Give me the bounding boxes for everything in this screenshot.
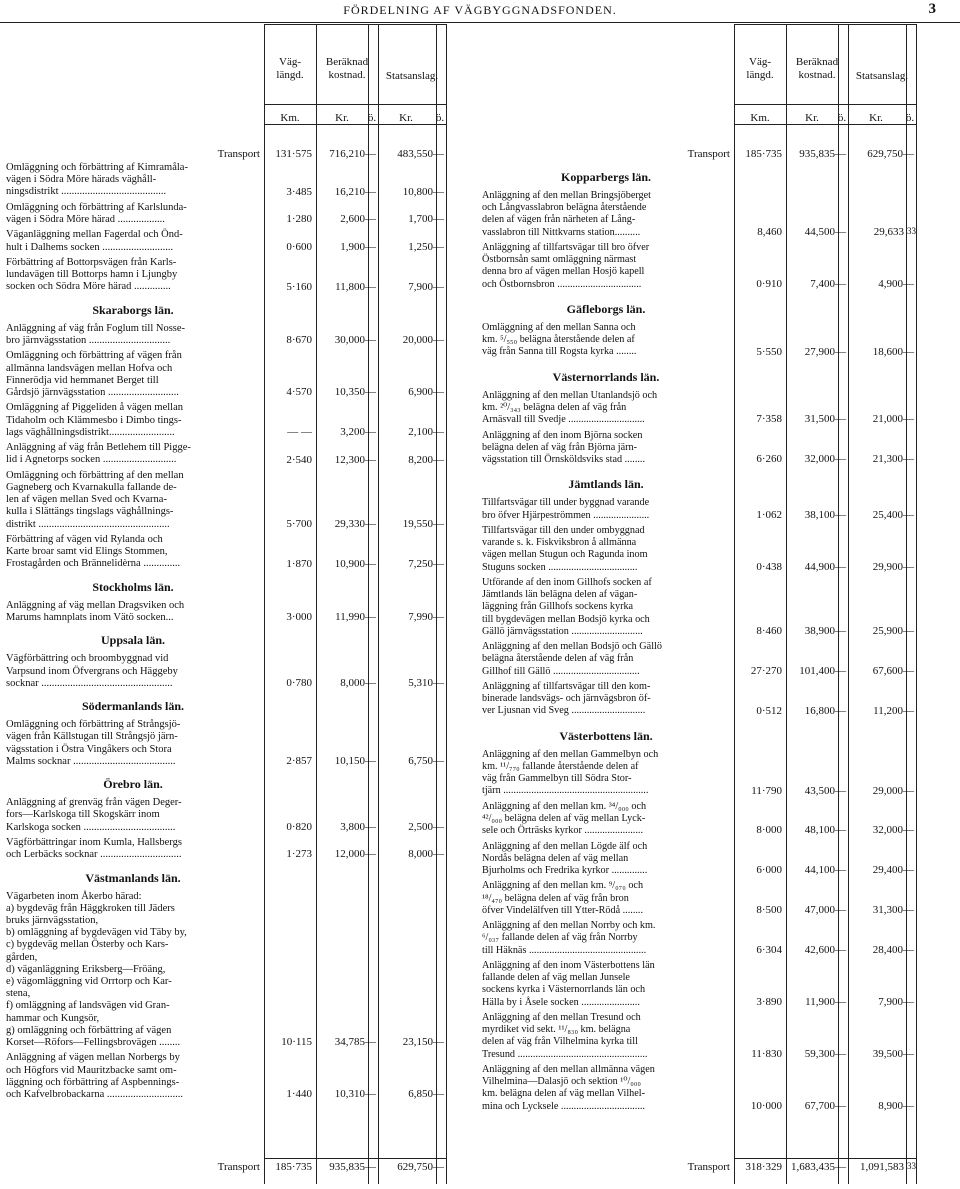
entry-cost: 27,900— [804, 345, 846, 358]
entry-length: 0·438 [756, 560, 782, 573]
header-rule-bottom [264, 124, 446, 125]
entry-cost: 3,200— [340, 426, 376, 438]
entry-cost: 1,900— [340, 240, 376, 253]
entry-cost: 44,500— [804, 225, 846, 238]
entry-description: Utförande af den inom Gillhofs socken af Jämtlands län belägna delen af vägan- läggning från Gillhofs sockens kyrka till bygdevägen mellan Bodsjö kyrka och Gällö järnvägsstation ............................ [482, 577, 652, 637]
entry-grant: 29,900— [872, 560, 914, 573]
county-heading: Västerbottens län. [559, 728, 653, 743]
entry-cost: 32,000— [804, 453, 846, 466]
transport-in-length: 185·735 [745, 148, 782, 160]
entry-cost: 12,000— [334, 848, 376, 861]
header-grant: Statsanslag. [855, 70, 909, 82]
header-length: Väg- längd. [276, 56, 304, 81]
entry-grant: 1,700— [408, 213, 444, 226]
entry-cost: 10,310— [334, 1088, 376, 1101]
header-grant: Statsanslag. [385, 70, 439, 82]
entry-length: 6·000 [756, 864, 782, 877]
column-rule [378, 24, 379, 1184]
entry-description: Anläggning af väg mellan Dragsviken och Marums hamnplats inom Vätö socken... [6, 599, 185, 623]
entry-grant: 8,200— [408, 453, 444, 466]
entry-length: 6·260 [756, 453, 782, 466]
entry-description: Omläggning och förbättring af vägen från allmänna landsvägen mellan Hofva och Finnerödja vid hemmanet Berget till Gårdsjö järnvägsstation ........................... [6, 350, 182, 398]
entry-grant: 7,900— [408, 280, 444, 293]
entry-cost: 2,600— [340, 213, 376, 226]
entry-grant: 11,200— [873, 704, 914, 717]
transport-out-cost: 935,835— [329, 1161, 376, 1173]
entry-length: — — [287, 426, 312, 438]
unit-ore: ö. [905, 112, 915, 124]
header-rule-top [264, 24, 446, 25]
entry-cost: 59,300— [804, 1047, 846, 1060]
county-heading: Örebro län. [103, 777, 163, 792]
entry-length: 3·890 [756, 995, 782, 1008]
entry-length: 10·115 [281, 1036, 312, 1049]
entry-length: 0·600 [286, 240, 312, 253]
entry-grant: 28,400— [872, 943, 914, 956]
entry-length: 1·062 [756, 508, 782, 521]
entry-description: Anläggning af den inom Västerbottens län fallande delen af väg mellan Junsele sockens kyrka i Västernorrlands län och Hälla by i Åsele socken ....................... [482, 960, 655, 1008]
entry-grant: 18,600— [872, 345, 914, 358]
entry-length: 8·460 [756, 625, 782, 637]
entry-description: Anläggning af den mellan allmänna vägen Vilhelmina—Dalasjö och sektion ¹⁰/₀₀₀ km. belägna delen af väg mellan Vilhel- mina och Lycksele ................................. [482, 1064, 655, 1112]
entry-cost: 11,900— [805, 995, 846, 1008]
entry-length: 4·570 [286, 386, 312, 399]
unit-kr: Kr. [399, 112, 413, 124]
entry-description: Anläggning af vägen mellan Norbergs by och Högfors vid Mauritzbacke samt om- läggning och förbättring af Aspbennings- och Kafvelbrobackarna ............................. [6, 1052, 183, 1100]
entry-description: Anläggning af den mellan Bringsjöberget och Långvasslabron belägna återstående delen af vägen från närheten af Lång- vasslabron till Nittkvarns station.......... [482, 190, 651, 238]
entry-grant: 21,000— [872, 413, 914, 426]
entry-length: 1·870 [286, 557, 312, 570]
entry-cost: 10,900— [334, 557, 376, 570]
entry-description: Omläggning och förbättring af Strångsjö- vägen från Källstugan till Strångsjö järn- vägsstation i Östra Vingåkers och Stora Malms socknar ....................................... [6, 719, 181, 767]
header-length: Väg- längd. [746, 56, 774, 81]
transport-out-grant-ore: 33 [907, 1161, 916, 1171]
entry-grant: 20,000— [402, 334, 444, 347]
entry-length: 1·273 [286, 848, 312, 861]
column-rule [734, 24, 735, 1184]
entry-description: Vägförbättringar inom Kumla, Hallsbergs och Lerbäcks socknar ............................... [6, 837, 182, 861]
entry-length: 5·700 [286, 517, 312, 530]
entry-cost: 101,400— [799, 664, 846, 677]
entry-grant: 29,633 [873, 225, 904, 238]
entry-description: Anläggning af den mellan Gammelbyn och km. ¹¹/₇₇₀ fallande återstående delen af väg från Gammelbyn till Södra Stor- tjärn ......................................................... [482, 748, 659, 797]
entry-length: 0·780 [286, 677, 312, 689]
transport-in-length: 131·575 [275, 148, 312, 160]
entry-cost: 43,500— [804, 784, 846, 797]
header-rule-bottom [734, 124, 916, 125]
column-rule [786, 24, 787, 1184]
transport-out-length: 185·735 [275, 1161, 312, 1173]
entry-grant: 7,900— [878, 995, 914, 1008]
column-rule [368, 24, 369, 1184]
entry-length: 8·000 [756, 824, 782, 837]
entry-description: Omläggning af den mellan Sanna och km. ⁵/₅₅₀ belägna återstående delen af väg från Sanna till Rogsta kyrka ........ [482, 322, 637, 358]
entry-description: Anläggning af den mellan Bodsjö och Gällö belägna återstående delen af väg från Gillhof till Gällö .................................. [482, 641, 662, 677]
entry-length: 6·304 [756, 943, 782, 956]
unit-kr: Kr. [805, 112, 819, 124]
transport-in-cost: 716,210— [329, 148, 376, 160]
entry-length: 7·358 [756, 413, 782, 426]
entry-grant: 8,000— [408, 848, 444, 861]
county-heading: Kopparbergs län. [560, 170, 651, 184]
unit-km: Km. [280, 112, 300, 124]
entry-grant: 32,000— [872, 824, 914, 837]
entry-length: 0·910 [756, 277, 782, 290]
county-heading: Jämtlands län. [568, 477, 644, 492]
entry-length: 8·670 [286, 334, 312, 347]
entry-description: Anläggning af tillfartsvägar till bro öfver Östbornsån samt omläggning närmast denna bro af vägen mellan Hosjö kapell och Östbornsbron ................................. [482, 242, 650, 290]
entry-cost: 34,785— [334, 1036, 376, 1049]
entry-length: 11·830 [751, 1047, 782, 1060]
entry-length: 0·820 [286, 820, 312, 833]
entry-description: Anläggning af den mellan Norrby och km. ⁶/₀₃₇ fallande delen af väg från Norrby till Häknäs .............................................. [482, 920, 656, 956]
entry-description: Omläggning och förbättring af Kimramåla- vägen i Södra Möre härads väghåll- ningsdistrikt ........................................ [6, 162, 188, 198]
entry-description: Anläggning af den mellan Tresund och myrdiket vid sekt. ¹¹/₈₃₀ km. belägna delen af väg från Vilhelmina kyrka till Tresund ................................................... [482, 1012, 648, 1060]
transport-in-grant: 483,550— [397, 148, 444, 160]
header-rule-mid [264, 104, 446, 105]
entry-length: 1·280 [286, 213, 312, 226]
entry-description: Väganläggning mellan Fagerdal och Önd- hult i Dalhems socken ........................... [6, 229, 183, 253]
entry-description: Omläggning och förbättring af den mellan Gagneberg och Kvarnakulla fallande de- len af vägen mellan Sved och Kvarna- kulla i Slättängs tingslags väghållnings- distrikt .................................................. [6, 469, 184, 530]
entry-description: Anläggning af den inom Björna socken belägna delen af väg från Björna järn- vägsstation till Örnsköldsviks stad ........ [482, 429, 645, 465]
entry-length: 8·500 [756, 904, 782, 916]
right-column [482, 24, 934, 1184]
column-rule [316, 24, 317, 1184]
transport-in-grant: 629,750— [867, 148, 914, 160]
entry-cost: 38,100— [804, 508, 846, 521]
entry-grant: 23,150— [402, 1036, 444, 1049]
entry-length: 1·440 [286, 1088, 312, 1101]
unit-kr: Kr. [869, 112, 883, 124]
column-rule [446, 24, 447, 1184]
entry-grant: 19,550— [402, 517, 444, 530]
column-rule [838, 24, 839, 1184]
page-number: 3 [928, 1, 936, 17]
entry-cost: 10,350— [334, 386, 376, 399]
county-heading: Skaraborgs län. [92, 302, 174, 317]
county-heading: Västernorrlands län. [552, 369, 660, 384]
entry-grant: 21,300— [872, 453, 914, 466]
transport-total-label: Transport [687, 1161, 730, 1173]
entry-cost: 44,100— [804, 864, 846, 877]
entry-cost: 7,400— [810, 277, 846, 290]
total-rule [264, 1158, 446, 1159]
entry-description: Vägförbättring och broombyggnad vid Varpsund inom Öfvergrans och Häggeby socknar .................................................. [6, 653, 178, 689]
entry-cost: 10,150— [334, 755, 376, 767]
entry-grant: 2,100— [408, 426, 444, 438]
county-heading: Södermanlands län. [81, 699, 185, 714]
entry-cost: 12,300— [334, 453, 376, 466]
entry-description: Anläggning af den mellan km. ³⁴/₀₀₀ och ⁴²/₀₀₀ belägna delen af väg mellan Lyck- sele och Örträsks kyrkor ....................... [482, 800, 647, 837]
entry-length: 3·000 [286, 611, 312, 624]
entry-description: Anläggning af den mellan Lögde älf och Nordås belägna delen af väg mellan Bjurholms och Fredrika kyrkor .............. [482, 840, 648, 876]
entry-cost: 38,900— [804, 625, 846, 637]
transport-label: Transport [217, 148, 260, 160]
unit-ore: ö. [367, 112, 377, 124]
transport-out-grant: 629,750— [397, 1161, 444, 1173]
entry-length: 0·512 [756, 704, 782, 717]
entry-grant: 5,310— [408, 677, 444, 689]
entry-cost: 11,800— [335, 280, 376, 293]
entry-cost: 48,100— [804, 824, 846, 837]
unit-km: Km. [750, 112, 770, 124]
entry-description: Omläggning af Piggeliden å vägen mellan Tidaholm och Klämmesbo i Dimbo tings- lags väghållningsdistrikt......................... [6, 402, 183, 438]
entry-grant: 67,600— [872, 664, 914, 677]
column-rule [906, 24, 907, 1184]
unit-ore: ö. [435, 112, 445, 124]
transport-total-label: Transport [217, 1161, 260, 1173]
entry-length: 3·485 [286, 185, 312, 198]
entry-description: Anläggning af väg från Betlehem till Pigge- lid i Agnetorps socken ............................ [6, 442, 191, 466]
entry-length: 2·540 [286, 453, 312, 466]
transport-out-cost: 1,683,435— [791, 1161, 846, 1173]
entry-cost: 67,700— [804, 1099, 846, 1112]
county-heading: Västmanlands län. [85, 870, 181, 885]
left-column [6, 24, 462, 1184]
entry-grant: 29,400— [872, 864, 914, 877]
header-rule-top [734, 24, 916, 25]
county-heading: Uppsala län. [100, 633, 166, 648]
entry-grant: 25,400— [872, 508, 914, 521]
entry-grant: 25,900— [872, 625, 914, 637]
entry-grant: 6,750— [408, 755, 444, 767]
entry-grant: 7,250— [408, 557, 444, 570]
transport-out-length: 318·329 [745, 1161, 782, 1173]
entry-description: Anläggning af den mellan Utanlandsjö och km. ²⁰/₃₄₃ belägna delen af väg från Arnäsvall till Svedje .............................. [482, 389, 658, 426]
entry-length: 10·000 [750, 1099, 782, 1112]
entry-cost: 44,900— [804, 560, 846, 573]
entry-description: Förbättring af vägen vid Rylanda och Karte broar samt vid Elings Stommen, Frostagården och Brännelidèrna .............. [6, 534, 181, 570]
county-heading: Gäfleborgs län. [566, 302, 646, 316]
header-cost: Beräknad kostnad. [795, 56, 839, 81]
entry-description: Anläggning af den mellan km. ⁹/₀₇₀ och ¹⁸/₄₇₀ belägna delen af väg från bron öfver Vindelälfven till Ytter-Rödå ........ [482, 880, 644, 916]
entry-cost: 8,000— [340, 677, 376, 689]
county-heading: Stockholms län. [92, 579, 174, 594]
entry-length: 8,460 [757, 225, 782, 238]
entry-cost: 42,600— [804, 943, 846, 956]
header-cost: Beräknad kostnad. [325, 56, 369, 81]
entry-grant: 6,850— [408, 1088, 444, 1101]
entry-description: Anläggning af tillfartsvägar till den kom- binerade landsvägs- och järnvägsbron öf- ver Ljusnan vid Sveg ............................. [482, 681, 651, 717]
entry-grant: 1,250— [408, 240, 444, 253]
unit-ore: ö. [837, 112, 847, 124]
transport-label: Transport [687, 148, 730, 160]
entry-cost: 3,800— [340, 820, 376, 833]
transport-out-grant: 1,091,583 [860, 1161, 904, 1173]
entry-description: Vägarbeten inom Åkerbo härad: a) bygdeväg från Häggkroken till Jäders bruks järnvägsstation, b) omläggning af bygdevägen vid Täby by, c) bygdeväg mellan Österby och Kars- gården, d) väganläggning Eriksberg—Fröäng, e) vägomläggning vid Orrtorp och Kar- stena, f) omläggning af landsvägen vid Gran- hammar och Kungsör, g) omläggning och förbättring af vägen Korset—Röfors—Fellingsbrovägen ........ [6, 890, 187, 1049]
entry-grant: 6,900— [408, 386, 444, 399]
entry-grant: 31,300— [872, 904, 914, 916]
column-rule [916, 24, 917, 1184]
entry-cost: 11,990— [335, 611, 376, 624]
entry-cost: 29,330— [334, 517, 376, 530]
entry-grant: 4,900— [878, 277, 914, 290]
entry-cost: 16,210— [334, 185, 376, 198]
entry-description: Förbättring af Bottorpsvägen från Karls- lundavägen till Bottorps hamn i Ljungby socken och Södra Möre härad .............. [6, 257, 178, 293]
entry-description: Omläggning och förbättring af Karlslunda- vägen i Södra Möre härad .................. [6, 201, 187, 225]
entry-grant: 8,900— [878, 1099, 914, 1112]
unit-kr: Kr. [335, 112, 349, 124]
entry-cost: 31,500— [804, 413, 846, 426]
entry-length: 11·790 [751, 784, 782, 797]
entry-grant: 39,500— [872, 1047, 914, 1060]
entry-description: Anläggning af grenväg från vägen Deger- fors—Karlskoga till Skogskärr inom Karlskoga socken ................................... [6, 797, 182, 833]
entry-grant: 2,500— [408, 820, 444, 833]
entry-description: Anläggning af väg från Foglum till Nosse- bro järnvägsstation ............................... [6, 322, 186, 346]
entry-length: 27·270 [750, 664, 782, 677]
entry-grant-ore: 33 [907, 225, 916, 236]
entry-description: Tillfartsvägar till den under ombyggnad varande s. k. Fiskviksbron å allmänna vägen mellan Stugun och Ragunda inom Stuguns socken ................................... [482, 525, 648, 573]
entry-cost: 47,000— [804, 904, 846, 916]
column-rule [264, 24, 265, 1184]
entry-grant: 29,000— [872, 784, 914, 797]
entry-length: 2·857 [286, 755, 312, 767]
page-header-title: FÖRDELNING AF VÄGBYGGNADSFONDEN. [343, 3, 617, 17]
entry-grant: 7,990— [408, 611, 444, 624]
entry-length: 5·550 [756, 345, 782, 358]
column-rule [848, 24, 849, 1184]
transport-in-cost: 935,835— [799, 148, 846, 160]
entry-grant: 10,800— [402, 185, 444, 198]
header-rule-mid [734, 104, 916, 105]
entry-cost: 30,000— [334, 334, 376, 347]
total-rule [734, 1158, 916, 1159]
entry-length: 5·160 [286, 280, 312, 293]
column-rule [436, 24, 437, 1184]
entry-cost: 16,800— [804, 704, 846, 717]
entry-description: Tillfartsvägar till under byggnad varande bro öfver Hjärpeströmmen ...................... [482, 497, 650, 521]
